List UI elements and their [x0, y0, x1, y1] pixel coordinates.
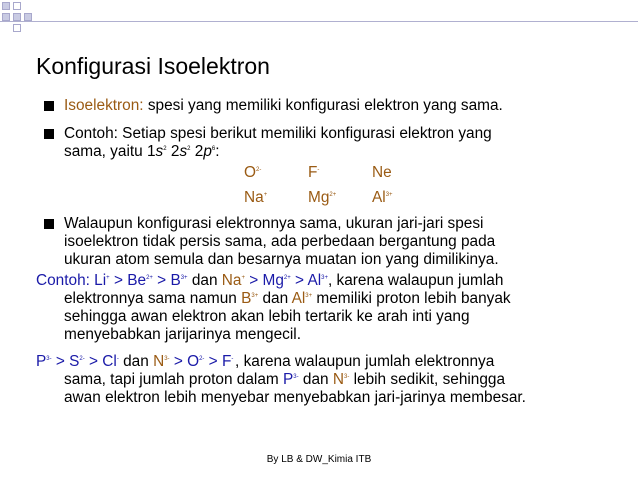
text: dan [258, 290, 292, 307]
text: 2 [190, 143, 204, 160]
text: > B [152, 272, 181, 289]
charge: - [317, 167, 320, 173]
text: > O [169, 353, 200, 370]
charge: 3+ [180, 275, 188, 281]
text: dan [118, 353, 154, 370]
text: > Mg [245, 272, 284, 289]
deco-square [13, 2, 21, 10]
charge: - [116, 356, 119, 362]
charge: + [241, 275, 245, 281]
example1-line-1 [36, 272, 503, 290]
example1-line-3: sehingga awan elektron akan lebih tertarik ke arah inti yang [64, 308, 470, 325]
text: > Be [109, 272, 147, 289]
species-al [372, 189, 393, 207]
charge: 2+ [283, 275, 291, 281]
charge: 2- [199, 356, 205, 362]
text: F [308, 164, 318, 181]
charge: 2- [255, 167, 262, 173]
species-o [244, 164, 261, 182]
text: N [153, 353, 165, 370]
text: 2 [166, 143, 180, 160]
charge: + [106, 275, 110, 281]
text: Al [372, 189, 386, 206]
charge: 2+ [329, 192, 337, 198]
slide-title: Konfigurasi Isoelektron [36, 53, 270, 79]
bullet3-line-1: Walaupun konfigurasi elektronnya sama, ukuran jari-jari spesi [64, 215, 484, 232]
charge: 3- [343, 374, 350, 380]
bullet-square-icon [44, 219, 54, 229]
species-f [308, 164, 319, 182]
charge: 3- [164, 356, 170, 362]
text: dan [187, 272, 222, 289]
text: > Al [290, 272, 322, 289]
example2-line-2 [64, 371, 505, 389]
charge: 3+ [305, 293, 313, 299]
definition-text: spesi yang memiliki konfigurasi elektron yang sama. [143, 97, 503, 114]
text: P [36, 353, 47, 370]
text: dan [298, 371, 333, 388]
text: sama, tapi jumlah proton dalam [64, 371, 284, 388]
example2-line-1 [36, 353, 494, 371]
superscript: 2 [163, 146, 167, 152]
charge: 3+ [321, 275, 328, 281]
deco-square [13, 13, 21, 21]
example1-line-2 [64, 290, 511, 308]
deco-square [2, 2, 10, 10]
text: N [332, 371, 344, 388]
species-ne: Ne [372, 164, 392, 181]
charge: - [231, 356, 236, 362]
text: B [241, 290, 252, 307]
superscript: 6 [211, 146, 216, 152]
term-isoelektron: Isoelektron: [64, 97, 144, 114]
text: s [155, 143, 164, 160]
corner-decoration [0, 0, 36, 32]
text: sama, yaitu 1 [64, 143, 156, 160]
text: p [203, 143, 212, 160]
bullet3-line-3: ukuran atom semula dan besarnya muatan ion yang dimilikinya. [64, 251, 499, 268]
charge: 2+ [146, 275, 153, 281]
text: memiliki proton lebih banyak [312, 290, 511, 307]
text: P [283, 371, 294, 388]
text: Al [291, 290, 306, 307]
deco-square [24, 13, 32, 21]
text: lebih sedikit, sehingga [349, 371, 506, 388]
text: Contoh: Li [36, 272, 107, 289]
bullet3-line-2: isoelektron tidak persis sama, ada perbedaan bergantung pada [64, 233, 496, 250]
bullet-square-icon [44, 129, 54, 139]
deco-square [13, 24, 21, 32]
charge: 2- [79, 356, 85, 362]
example-intro-line-1: Contoh: Setiap spesi berikut memiliki konfigurasi elektron yang [64, 125, 492, 142]
deco-square [2, 13, 10, 21]
example-intro-line-2 [64, 143, 220, 161]
charge: 3+ [251, 293, 259, 299]
species-na [244, 189, 267, 207]
text: , karena walaupun jumlah elektronnya [235, 353, 495, 370]
charge: + [263, 192, 268, 198]
text: s [179, 143, 188, 160]
text: : [215, 143, 220, 160]
text: Na [244, 189, 264, 206]
bullet-definition [64, 97, 503, 115]
text: elektronnya sama namun [64, 290, 242, 307]
header-rule [0, 21, 638, 22]
text: > S [51, 353, 80, 370]
bullet-square-icon [44, 101, 54, 111]
charge: 3- [293, 374, 299, 380]
example1-line-4: menyebabkan jarijarinya mengecil. [64, 326, 301, 343]
text: > F [204, 353, 232, 370]
charge: 3+ [385, 192, 393, 198]
charge: 3- [46, 356, 52, 362]
example2-line-3: awan elektron lebih menyebar menyebabkan jari-jarinya membesar. [64, 389, 526, 406]
text: > Cl [84, 353, 117, 370]
text: O [244, 164, 256, 181]
text: Mg [308, 189, 330, 206]
text: Na [221, 272, 242, 289]
text: , karena walaupun jumlah [327, 272, 504, 289]
footer-credit: By LB & DW_Kimia ITB [266, 454, 372, 465]
superscript: 2 [187, 146, 191, 152]
species-mg [308, 189, 336, 207]
